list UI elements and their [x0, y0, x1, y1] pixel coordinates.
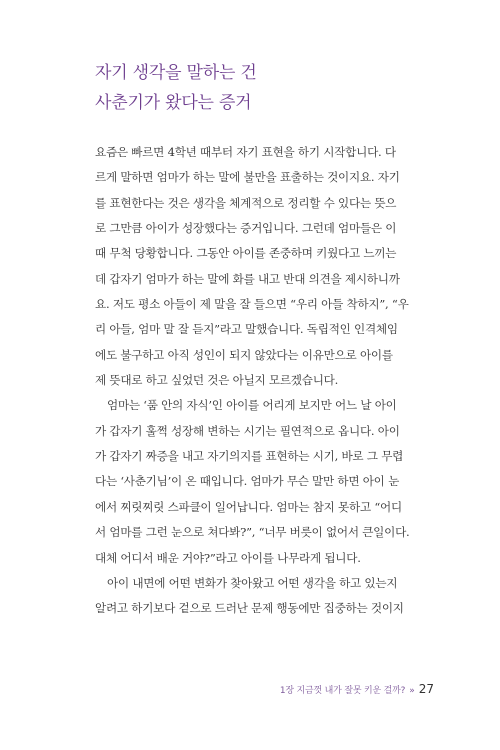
- text-line: 가 갑자기 짜증을 내고 자기의지를 표현하는 시기, 바로 그 무렵: [95, 449, 404, 464]
- section-heading-line-2: 사춘기가 왔다는 증거: [95, 93, 252, 113]
- text-line: 요. 저도 평소 아들이 제 말을 잘 들으면 “우리 아들 착하지”, “우: [95, 297, 409, 312]
- body-text: [95, 140, 437, 622]
- paragraph-3: [95, 571, 437, 622]
- text-line: 대체 어디서 배운 거야?”라고 아이를 나무라게 됩니다.: [95, 550, 361, 565]
- page-footer: [280, 680, 434, 699]
- text-line: 아이 내면에 어떤 변화가 찾아왔고 어떤 생각을 하고 있는지: [107, 575, 398, 590]
- section-heading: [95, 58, 257, 118]
- text-line: 서 엄마를 그런 눈으로 쳐다봐?”, “너무 버릇이 없어서 큰일이다.: [95, 525, 410, 540]
- text-line: 데 갑자기 엄마가 하는 말에 화를 내고 반대 의견을 제시하니까: [95, 271, 400, 286]
- text-line: 로 그만큼 아이가 성장했다는 증거입니다. 그런데 엄마들은 이: [95, 221, 397, 236]
- text-line: 리 아들, 엄마 말 잘 듣지”라고 말했습니다. 독립적인 인격체임: [95, 322, 398, 337]
- text-line: 요즘은 빠르면 4학년 때부터 자기 표현을 하기 시작합니다. 다: [95, 145, 396, 159]
- text-line: 르게 말하면 엄마가 하는 말에 불만을 표출하는 것이지요. 자기: [95, 170, 400, 185]
- text-line: 제 뜻대로 하고 싶었던 것은 아닐지 모르겠습니다.: [95, 373, 339, 388]
- running-footer-chapter-title: 1장 지금껏 내가 잘못 키운 걸까?: [279, 686, 406, 696]
- footer-separator-icon: »: [409, 686, 415, 696]
- text-line: 를 표현한다는 것은 생각을 체계적으로 정리할 수 있다는 뜻으: [95, 195, 397, 210]
- text-line: 에서 찌릿찌릿 스파클이 일어납니다. 엄마는 참지 못하고 “어디: [95, 499, 402, 514]
- section-heading-line-1: 자기 생각을 말하는 건: [95, 63, 257, 83]
- paragraph-1: [95, 140, 437, 393]
- text-line: 다는 ‘사춘기님’이 온 때입니다. 엄마가 무슨 말만 하면 아이 눈: [95, 474, 400, 489]
- page-number: 27: [418, 682, 434, 696]
- text-line: 엄마는 ‘품 안의 자식’인 아이를 어리게 보지만 어느 날 아이: [107, 398, 397, 413]
- text-line: 때 무척 당황합니다. 그동안 아이를 존중하며 키웠다고 느끼는: [95, 246, 397, 261]
- text-line: 가 갑자기 훌쩍 성장해 변하는 시기는 필연적으로 옵니다. 아이: [95, 423, 400, 438]
- text-line: 에도 불구하고 아직 성인이 되지 않았다는 이유만으로 아이를: [95, 347, 393, 362]
- paragraph-2: [95, 393, 437, 570]
- text-line: 알려고 하기보다 겉으로 드러난 문제 행동에만 집중하는 것이지: [95, 601, 404, 616]
